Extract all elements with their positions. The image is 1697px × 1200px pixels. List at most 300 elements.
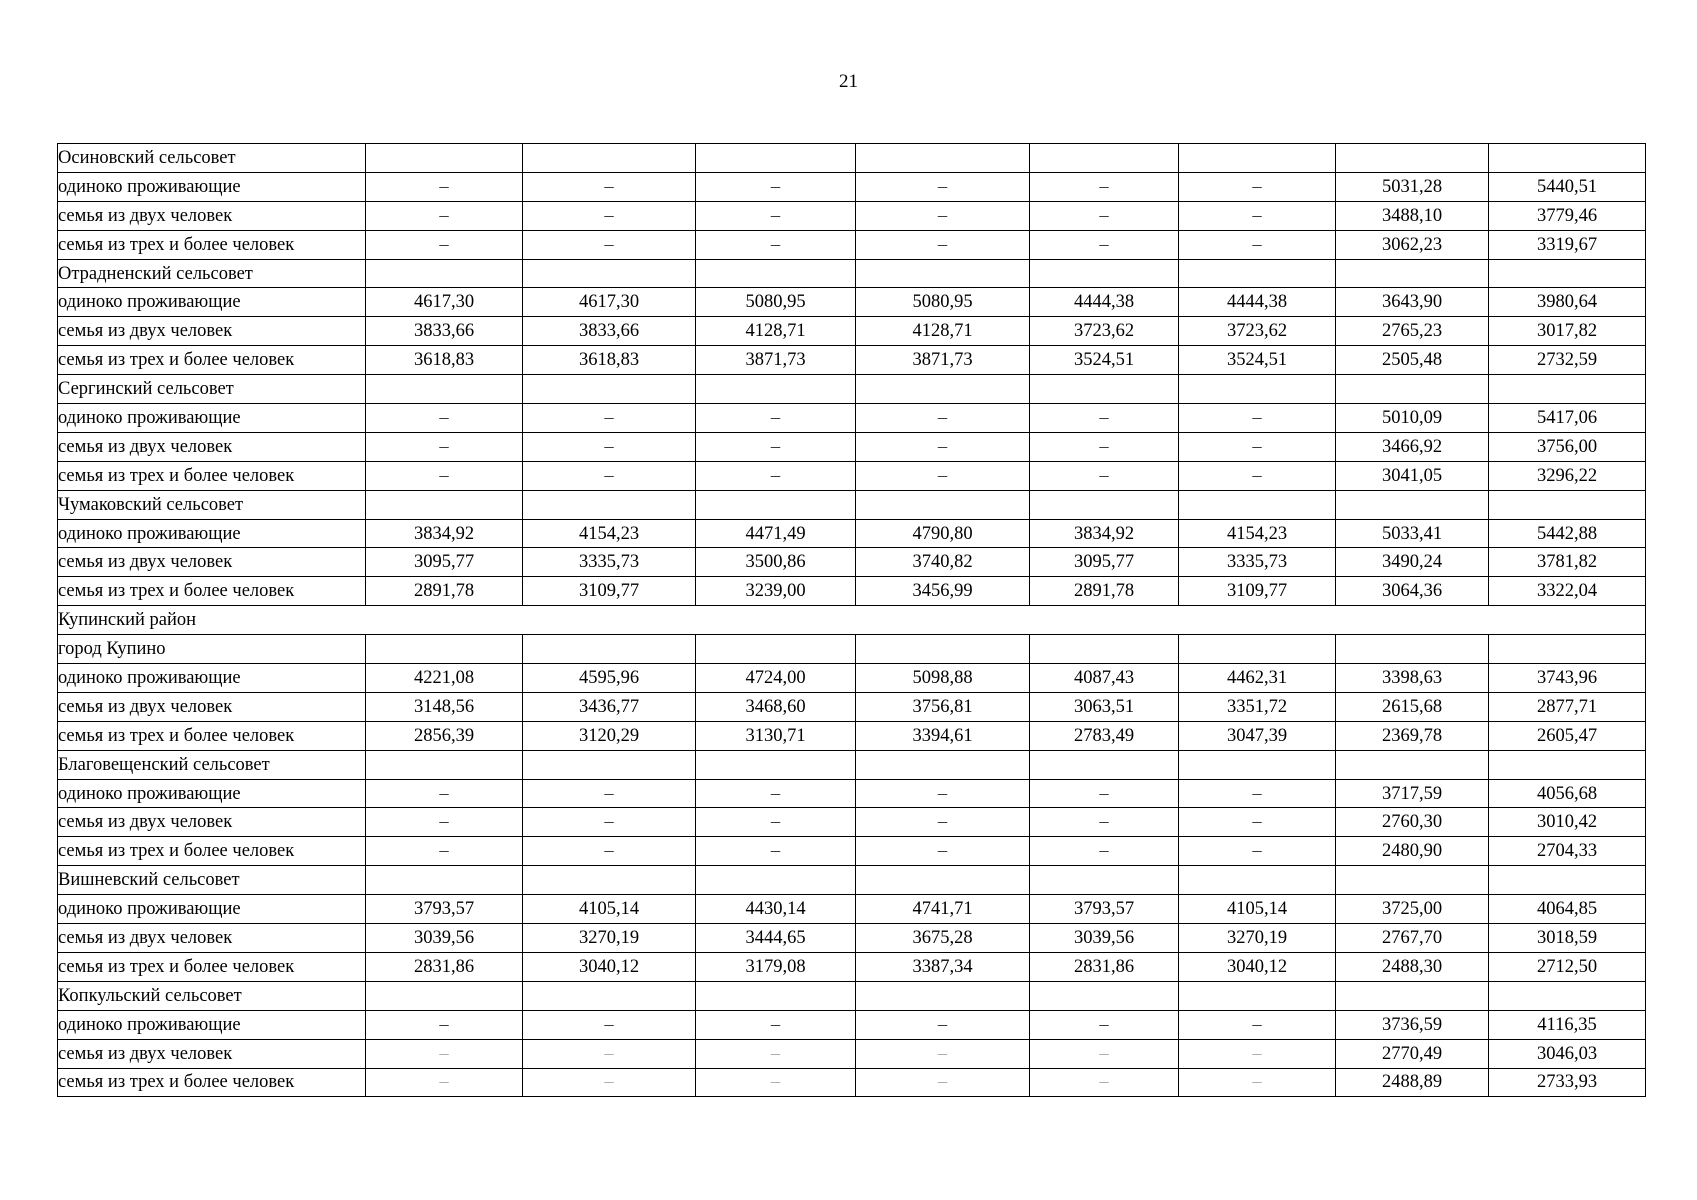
empty-cell [696, 375, 856, 404]
empty-cell [1336, 981, 1489, 1010]
value-cell: – [1179, 432, 1336, 461]
value-cell: – [523, 837, 696, 866]
section-label: Осиновский сельсовет [58, 144, 366, 173]
table-body [58, 144, 1646, 1097]
table-row [58, 519, 1646, 548]
section-row [58, 981, 1646, 1010]
value-cell: – [1179, 201, 1336, 230]
value-cell: – [856, 1039, 1030, 1068]
empty-cell [1489, 144, 1646, 173]
empty-cell [696, 750, 856, 779]
value-cell: 2891,78 [1030, 577, 1179, 606]
value-cell: 3444,65 [696, 924, 856, 953]
empty-cell [696, 866, 856, 895]
empty-cell [1489, 259, 1646, 288]
row-label: одиноко проживающие [58, 779, 366, 808]
value-cell: 3063,51 [1030, 692, 1179, 721]
section-row [58, 375, 1646, 404]
row-label: одиноко проживающие [58, 404, 366, 433]
value-cell: – [1179, 404, 1336, 433]
empty-cell [1179, 981, 1336, 1010]
row-label: одиноко проживающие [58, 288, 366, 317]
value-cell: – [1179, 1039, 1336, 1068]
value-cell: 3833,66 [366, 317, 523, 346]
value-cell: – [366, 837, 523, 866]
empty-cell [523, 144, 696, 173]
value-cell: 3488,10 [1336, 201, 1489, 230]
value-cell: – [856, 1010, 1030, 1039]
value-cell: 3675,28 [856, 924, 1030, 953]
value-cell: 3618,83 [366, 346, 523, 375]
value-cell: 3041,05 [1336, 461, 1489, 490]
value-cell: 3723,62 [1179, 317, 1336, 346]
section-row [58, 750, 1646, 779]
value-cell: 3095,77 [1030, 548, 1179, 577]
value-cell: 3466,92 [1336, 432, 1489, 461]
value-cell: 3130,71 [696, 721, 856, 750]
empty-cell [1336, 375, 1489, 404]
empty-cell [1489, 981, 1646, 1010]
row-label: семья из двух человек [58, 548, 366, 577]
value-cell: 4471,49 [696, 519, 856, 548]
empty-cell [1030, 375, 1179, 404]
value-cell: 4128,71 [856, 317, 1030, 346]
value-cell: – [696, 779, 856, 808]
value-cell: 3736,59 [1336, 1010, 1489, 1039]
value-cell: – [696, 230, 856, 259]
empty-cell [696, 981, 856, 1010]
value-cell: – [1030, 404, 1179, 433]
row-label: семья из трех и более человек [58, 230, 366, 259]
value-cell: – [523, 461, 696, 490]
empty-cell [1030, 866, 1179, 895]
value-cell: 3039,56 [366, 924, 523, 953]
value-cell: – [1179, 230, 1336, 259]
value-cell: 3524,51 [1030, 346, 1179, 375]
value-cell: – [856, 808, 1030, 837]
empty-cell [696, 259, 856, 288]
empty-cell [1489, 490, 1646, 519]
value-cell: 3270,19 [523, 924, 696, 953]
value-cell: 3717,59 [1336, 779, 1489, 808]
value-cell: – [366, 1039, 523, 1068]
value-cell: 3120,29 [523, 721, 696, 750]
value-cell: 2712,50 [1489, 952, 1646, 981]
row-label: семья из трех и более человек [58, 461, 366, 490]
table-row [58, 577, 1646, 606]
value-cell: 3064,36 [1336, 577, 1489, 606]
value-cell: 4595,96 [523, 664, 696, 693]
value-cell: – [523, 1039, 696, 1068]
empty-cell [366, 981, 523, 1010]
value-cell: 4221,08 [366, 664, 523, 693]
table-row [58, 404, 1646, 433]
value-cell: 3239,00 [696, 577, 856, 606]
value-cell: 3179,08 [696, 952, 856, 981]
value-cell: 4105,14 [523, 895, 696, 924]
empty-cell [1489, 750, 1646, 779]
value-cell: – [1179, 779, 1336, 808]
row-label: семья из трех и более человек [58, 952, 366, 981]
value-cell: 5417,06 [1489, 404, 1646, 433]
table-row [58, 432, 1646, 461]
value-cell: – [856, 1068, 1030, 1097]
row-label: семья из трех и более человек [58, 1068, 366, 1097]
value-cell: 5440,51 [1489, 172, 1646, 201]
section-label: Отрадненский сельсовет [58, 259, 366, 288]
table-row [58, 201, 1646, 230]
page-number: 21 [839, 71, 858, 92]
empty-cell [523, 866, 696, 895]
empty-cell [696, 635, 856, 664]
value-cell: 3335,73 [523, 548, 696, 577]
empty-cell [696, 144, 856, 173]
value-cell: – [523, 1010, 696, 1039]
value-cell: 3779,46 [1489, 201, 1646, 230]
value-cell: – [366, 432, 523, 461]
empty-cell [1336, 866, 1489, 895]
value-cell: 4462,31 [1179, 664, 1336, 693]
value-cell: – [366, 230, 523, 259]
value-cell: 3398,63 [1336, 664, 1489, 693]
value-cell: – [696, 172, 856, 201]
value-cell: 3270,19 [1179, 924, 1336, 953]
value-cell: 3834,92 [1030, 519, 1179, 548]
table-row [58, 230, 1646, 259]
value-cell: – [1030, 432, 1179, 461]
value-cell: – [696, 1010, 856, 1039]
value-cell: 2831,86 [366, 952, 523, 981]
value-cell: 3781,82 [1489, 548, 1646, 577]
section-row [58, 606, 1646, 635]
value-cell: 3062,23 [1336, 230, 1489, 259]
empty-cell [1336, 144, 1489, 173]
value-cell: 5031,28 [1336, 172, 1489, 201]
section-label: Сергинский сельсовет [58, 375, 366, 404]
value-cell: 3725,00 [1336, 895, 1489, 924]
table-row [58, 664, 1646, 693]
empty-cell [1030, 144, 1179, 173]
value-cell: – [1030, 1039, 1179, 1068]
value-cell: 4617,30 [523, 288, 696, 317]
table-row [58, 1010, 1646, 1039]
value-cell: 2770,49 [1336, 1039, 1489, 1068]
section-label: Купинский район [58, 606, 1646, 635]
value-cell: 3046,03 [1489, 1039, 1646, 1068]
value-cell: – [696, 837, 856, 866]
section-label: Чумаковский сельсовет [58, 490, 366, 519]
value-cell: 3436,77 [523, 692, 696, 721]
value-cell: – [366, 1010, 523, 1039]
table-row [58, 924, 1646, 953]
empty-cell [1179, 144, 1336, 173]
table-row [58, 779, 1646, 808]
value-cell: 3756,00 [1489, 432, 1646, 461]
empty-cell [1489, 866, 1646, 895]
value-cell: 3743,96 [1489, 664, 1646, 693]
section-row [58, 144, 1646, 173]
section-row [58, 259, 1646, 288]
table-row [58, 172, 1646, 201]
value-cell: 3524,51 [1179, 346, 1336, 375]
value-cell: 5080,95 [856, 288, 1030, 317]
value-cell: 2505,48 [1336, 346, 1489, 375]
value-cell: – [856, 230, 1030, 259]
value-cell: – [1030, 808, 1179, 837]
value-cell: 3468,60 [696, 692, 856, 721]
table-row [58, 837, 1646, 866]
value-cell: – [856, 404, 1030, 433]
table-row [58, 317, 1646, 346]
value-cell: – [366, 779, 523, 808]
value-cell: 4444,38 [1179, 288, 1336, 317]
value-cell: – [366, 404, 523, 433]
empty-cell [856, 375, 1030, 404]
empty-cell [1179, 635, 1336, 664]
value-cell: 4154,23 [1179, 519, 1336, 548]
value-cell: 3039,56 [1030, 924, 1179, 953]
value-cell: 4430,14 [696, 895, 856, 924]
value-cell: – [856, 432, 1030, 461]
table-row [58, 288, 1646, 317]
value-cell: – [856, 201, 1030, 230]
row-label: семья из двух человек [58, 201, 366, 230]
empty-cell [856, 490, 1030, 519]
table-row [58, 952, 1646, 981]
empty-cell [1336, 635, 1489, 664]
empty-cell [523, 375, 696, 404]
value-cell: 3871,73 [696, 346, 856, 375]
value-cell: 3040,12 [1179, 952, 1336, 981]
value-cell: 4116,35 [1489, 1010, 1646, 1039]
row-label: семья из двух человек [58, 924, 366, 953]
empty-cell [1179, 750, 1336, 779]
value-cell: 3833,66 [523, 317, 696, 346]
row-label: одиноко проживающие [58, 172, 366, 201]
value-cell: 3322,04 [1489, 577, 1646, 606]
row-label: семья из двух человек [58, 317, 366, 346]
value-cell: – [1030, 172, 1179, 201]
row-label: одиноко проживающие [58, 1010, 366, 1039]
value-cell: 5442,88 [1489, 519, 1646, 548]
value-cell: 3296,22 [1489, 461, 1646, 490]
row-label: одиноко проживающие [58, 664, 366, 693]
value-cell: – [1030, 461, 1179, 490]
value-cell: 4056,68 [1489, 779, 1646, 808]
section-label: город Купино [58, 635, 366, 664]
value-cell: – [696, 1039, 856, 1068]
value-cell: – [1030, 230, 1179, 259]
value-cell: 2856,39 [366, 721, 523, 750]
value-cell: 4724,00 [696, 664, 856, 693]
empty-cell [1336, 750, 1489, 779]
value-cell: 2605,47 [1489, 721, 1646, 750]
row-label: семья из двух человек [58, 692, 366, 721]
empty-cell [366, 259, 523, 288]
value-cell: 4087,43 [1030, 664, 1179, 693]
section-row [58, 635, 1646, 664]
value-cell: – [366, 201, 523, 230]
value-cell: 3047,39 [1179, 721, 1336, 750]
value-cell: 2615,68 [1336, 692, 1489, 721]
value-cell: 3643,90 [1336, 288, 1489, 317]
row-label: семья из двух человек [58, 432, 366, 461]
value-cell: – [1179, 1010, 1336, 1039]
section-label: Копкульский сельсовет [58, 981, 366, 1010]
value-cell: 3335,73 [1179, 548, 1336, 577]
value-cell: – [523, 201, 696, 230]
value-cell: 3740,82 [856, 548, 1030, 577]
empty-cell [523, 981, 696, 1010]
value-cell: 3980,64 [1489, 288, 1646, 317]
table-row [58, 548, 1646, 577]
value-cell: 2831,86 [1030, 952, 1179, 981]
empty-cell [1030, 490, 1179, 519]
value-cell: – [696, 808, 856, 837]
value-cell: – [1179, 837, 1336, 866]
value-cell: 3387,34 [856, 952, 1030, 981]
value-cell: 2877,71 [1489, 692, 1646, 721]
value-cell: 5098,88 [856, 664, 1030, 693]
value-cell: – [696, 201, 856, 230]
value-cell: 3394,61 [856, 721, 1030, 750]
section-row [58, 866, 1646, 895]
value-cell: – [1030, 837, 1179, 866]
value-cell: – [366, 808, 523, 837]
value-cell: 2765,23 [1336, 317, 1489, 346]
empty-cell [366, 635, 523, 664]
value-cell: – [523, 230, 696, 259]
value-cell: 4790,80 [856, 519, 1030, 548]
value-cell: 2767,70 [1336, 924, 1489, 953]
value-cell: 3834,92 [366, 519, 523, 548]
value-cell: 3756,81 [856, 692, 1030, 721]
table-row [58, 1068, 1646, 1097]
empty-cell [1179, 490, 1336, 519]
value-cell: – [523, 779, 696, 808]
value-cell: 3793,57 [1030, 895, 1179, 924]
value-cell: 3351,72 [1179, 692, 1336, 721]
value-cell: 2733,93 [1489, 1068, 1646, 1097]
value-cell: – [696, 1068, 856, 1097]
table-row [58, 692, 1646, 721]
row-label: семья из трех и более человек [58, 721, 366, 750]
table-row [58, 1039, 1646, 1068]
value-cell: – [696, 461, 856, 490]
value-cell: – [1179, 808, 1336, 837]
row-label: одиноко проживающие [58, 895, 366, 924]
value-cell: – [1030, 1010, 1179, 1039]
value-cell: – [856, 461, 1030, 490]
value-cell: – [1179, 461, 1336, 490]
value-cell: 2760,30 [1336, 808, 1489, 837]
value-cell: 2488,30 [1336, 952, 1489, 981]
value-cell: – [696, 432, 856, 461]
empty-cell [1179, 375, 1336, 404]
value-cell: 3456,99 [856, 577, 1030, 606]
value-cell: – [366, 172, 523, 201]
empty-cell [523, 750, 696, 779]
value-cell: 3018,59 [1489, 924, 1646, 953]
value-cell: 3490,24 [1336, 548, 1489, 577]
empty-cell [856, 981, 1030, 1010]
row-label: семья из двух человек [58, 808, 366, 837]
value-cell: 3793,57 [366, 895, 523, 924]
value-cell: – [366, 461, 523, 490]
value-cell: – [1179, 172, 1336, 201]
empty-cell [523, 259, 696, 288]
empty-cell [856, 866, 1030, 895]
value-cell: – [856, 837, 1030, 866]
table-row [58, 461, 1646, 490]
value-cell: 2480,90 [1336, 837, 1489, 866]
value-cell: – [856, 172, 1030, 201]
value-cell: – [523, 432, 696, 461]
value-cell: 4128,71 [696, 317, 856, 346]
empty-cell [856, 635, 1030, 664]
value-cell: 2732,59 [1489, 346, 1646, 375]
value-cell: 4617,30 [366, 288, 523, 317]
empty-cell [1489, 375, 1646, 404]
section-label: Благовещенский сельсовет [58, 750, 366, 779]
empty-cell [1179, 866, 1336, 895]
value-cell: 3017,82 [1489, 317, 1646, 346]
value-cell: 5080,95 [696, 288, 856, 317]
value-cell: 3500,86 [696, 548, 856, 577]
value-cell: 5010,09 [1336, 404, 1489, 433]
section-label: Вишневский сельсовет [58, 866, 366, 895]
section-row [58, 490, 1646, 519]
table-row [58, 346, 1646, 375]
value-cell: 4154,23 [523, 519, 696, 548]
value-cell: – [523, 404, 696, 433]
empty-cell [856, 144, 1030, 173]
empty-cell [1030, 259, 1179, 288]
empty-cell [523, 490, 696, 519]
value-cell: 3010,42 [1489, 808, 1646, 837]
row-label: семья из трех и более человек [58, 837, 366, 866]
value-cell: – [523, 172, 696, 201]
value-cell: – [696, 404, 856, 433]
value-cell: 3723,62 [1030, 317, 1179, 346]
row-label: семья из трех и более человек [58, 346, 366, 375]
value-cell: 3095,77 [366, 548, 523, 577]
value-cell: 2369,78 [1336, 721, 1489, 750]
table-row [58, 808, 1646, 837]
table-row [58, 895, 1646, 924]
row-label: семья из двух человек [58, 1039, 366, 1068]
value-cell: – [523, 808, 696, 837]
value-cell: 3040,12 [523, 952, 696, 981]
empty-cell [1030, 750, 1179, 779]
value-cell: 3109,77 [1179, 577, 1336, 606]
value-cell: 4741,71 [856, 895, 1030, 924]
empty-cell [1030, 635, 1179, 664]
empty-cell [856, 750, 1030, 779]
empty-cell [366, 490, 523, 519]
empty-cell [366, 375, 523, 404]
value-cell: 3319,67 [1489, 230, 1646, 259]
value-cell: – [1179, 1068, 1336, 1097]
value-cell: – [1030, 201, 1179, 230]
empty-cell [523, 635, 696, 664]
value-cell: – [856, 779, 1030, 808]
value-cell: 3109,77 [523, 577, 696, 606]
empty-cell [1336, 259, 1489, 288]
empty-cell [366, 750, 523, 779]
value-cell: 5033,41 [1336, 519, 1489, 548]
table-row [58, 721, 1646, 750]
